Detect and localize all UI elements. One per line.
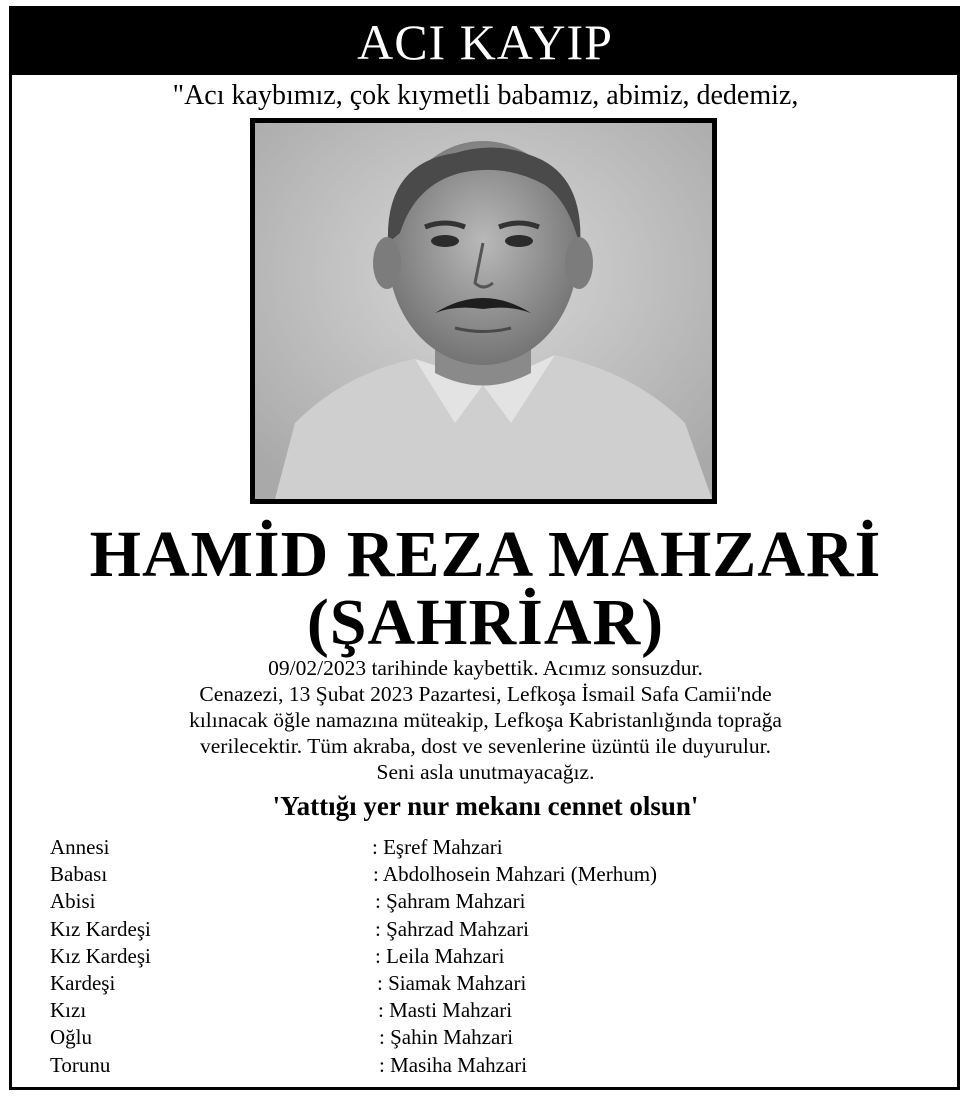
family-row xyxy=(50,861,930,888)
family-row xyxy=(50,1052,930,1079)
family-member-name: : Şahrzad Mahzari xyxy=(375,916,529,941)
announcement-line: verilecektir. Tüm akraba, dost ve sevenlerine üzüntü ile duyurulur. xyxy=(200,734,771,758)
announcement-line: Cenazezi, 13 Şubat 2023 Pazartesi, Lefkoşa İsmail Safa Camii'nde xyxy=(199,682,772,706)
family-row xyxy=(50,997,930,1024)
announcement-line: 09/02/2023 tarihinde kaybettik. Acımız sonsuzdur. xyxy=(268,656,703,680)
family-relation: Babası xyxy=(50,862,108,887)
portrait-photo xyxy=(250,118,717,504)
family-row xyxy=(50,834,930,861)
quote-intro: "Acı kaybımız, çok kıymetli babamız, abimiz, dedemiz, xyxy=(172,80,799,111)
family-member-name: : Masiha Mahzari xyxy=(379,1052,528,1077)
announcement-line: Seni asla unutmayacağız. xyxy=(376,760,595,784)
announcement-text xyxy=(0,655,971,785)
family-member-name: : Şahin Mahzari xyxy=(379,1025,514,1050)
family-member-name: : Eşref Mahzari xyxy=(372,835,503,859)
family-relation: Abisi xyxy=(50,889,96,914)
portrait-icon xyxy=(255,123,712,499)
family-relation: Kızı xyxy=(50,998,87,1023)
deceased-name: HAMİD REZA MAHZARİ xyxy=(89,518,882,591)
announcement-line: kılınacak öğle namazına müteakip, Lefkoşa Kabristanlığında toprağa xyxy=(189,708,782,732)
family-relation: Kardeşi xyxy=(50,970,116,995)
family-row xyxy=(50,970,930,997)
family-row xyxy=(50,943,930,970)
family-relation: Oğlu xyxy=(50,1025,92,1050)
banner-title: ACI KAYIP xyxy=(12,9,958,75)
family-row xyxy=(50,888,930,915)
family-member-name: : Masti Mahzari xyxy=(378,998,513,1023)
family-member-name: : Abdolhosein Mahzari (Merhum) xyxy=(373,862,658,887)
family-member-name: : Leila Mahzari xyxy=(375,943,505,968)
family-relation: Kız Kardeşi xyxy=(50,943,151,968)
family-member-name: : Şahram Mahzari xyxy=(375,889,526,914)
family-row xyxy=(50,1024,930,1051)
family-list xyxy=(50,834,930,1079)
prayer-quote: 'Yattığı yer nur mekanı cennet olsun' xyxy=(272,791,699,821)
family-relation: Torunu xyxy=(50,1052,111,1077)
family-relation: Kız Kardeşi xyxy=(50,916,151,941)
family-row xyxy=(50,916,930,943)
deceased-nickname: (ŞAHRİAR) xyxy=(306,586,665,659)
family-member-name: : Siamak Mahzari xyxy=(377,970,527,995)
family-relation: Annesi xyxy=(50,835,110,859)
